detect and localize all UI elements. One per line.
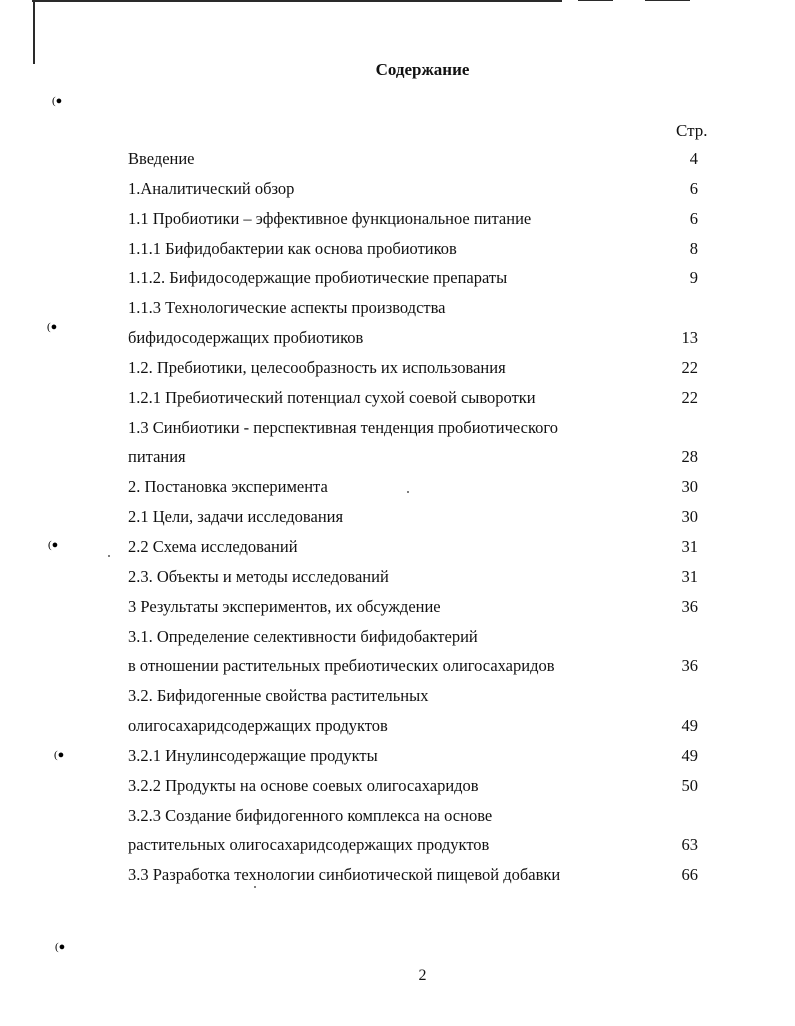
binding-hole-mark: (● — [55, 941, 66, 953]
toc-entry-text: 3 Результаты экспериментов, их обсуждение — [128, 596, 441, 616]
table-of-contents — [128, 144, 698, 890]
toc-entry-page: 9 — [689, 268, 698, 288]
toc-entry-page: 66 — [681, 865, 698, 885]
toc-entry-page: 30 — [681, 507, 698, 527]
toc-entry — [128, 204, 698, 234]
toc-entry-text: 3.3 Разработка технологии синбиотической пищевой добавки — [128, 865, 561, 885]
toc-entry-text: 1.1.2. Бифидосодержащие пробиотические препараты — [128, 268, 508, 288]
toc-entry — [128, 562, 698, 592]
toc-entry-page: 13 — [681, 328, 698, 348]
toc-entry-page: 8 — [689, 238, 698, 258]
toc-entry — [128, 293, 698, 323]
toc-entry-text: растительных олигосахаридсодержащих продуктов — [128, 835, 490, 855]
toc-entry-text: 3.2. Бифидогенные свойства растительных — [128, 686, 429, 706]
toc-entry — [128, 801, 698, 831]
toc-entry — [128, 681, 698, 711]
toc-entry-page: 49 — [681, 716, 698, 736]
toc-entry-page: 22 — [681, 357, 698, 377]
toc-entry — [128, 144, 698, 174]
toc-entry-text: 1.3 Синбиотики - перспективная тенденция пробиотического — [128, 417, 558, 437]
toc-entry — [128, 472, 698, 502]
binding-hole-mark: (● — [48, 539, 59, 551]
document-title: Содержание — [375, 60, 470, 79]
toc-entry — [128, 711, 698, 741]
toc-entry — [128, 383, 698, 413]
scan-edge-top — [32, 0, 562, 2]
toc-entry-text: 2. Постановка эксперимента — [128, 477, 328, 497]
toc-entry — [128, 622, 698, 652]
toc-entry-page: 6 — [689, 208, 698, 228]
toc-entry — [128, 860, 698, 890]
scan-edge-top-far-right — [645, 0, 690, 1]
toc-entry — [128, 353, 698, 383]
toc-entry-page: 4 — [689, 149, 698, 168]
toc-entry — [128, 830, 698, 860]
page-number: 2 — [418, 967, 427, 984]
toc-entry-page: 36 — [681, 656, 698, 676]
toc-entry-page: 36 — [681, 596, 698, 616]
toc-entry — [128, 442, 698, 472]
toc-entry — [128, 741, 698, 771]
toc-entry-page: 30 — [681, 477, 698, 497]
toc-entry — [128, 592, 698, 622]
toc-entry-text: 3.2.3 Создание бифидогенного комплекса на основе — [128, 805, 493, 825]
toc-entry-text: 2.2 Схема исследований — [128, 536, 298, 556]
toc-entry — [128, 174, 698, 204]
scan-edge-left — [33, 2, 35, 64]
toc-entry-page: 31 — [681, 536, 698, 556]
binding-hole-mark: (● — [54, 749, 65, 761]
toc-entry-page: 49 — [681, 745, 698, 765]
toc-entry — [128, 651, 698, 681]
page-column-label: Стр. — [676, 121, 708, 140]
binding-hole-mark: (● — [52, 95, 63, 107]
toc-entry — [128, 502, 698, 532]
toc-entry-text: бифидосодержащих пробиотиков — [128, 328, 364, 348]
toc-entry — [128, 323, 698, 353]
toc-entry-text: в отношении растительных пребиотических олигосахаридов — [128, 656, 555, 676]
toc-entry-page: 50 — [681, 775, 698, 795]
toc-entry-page: 28 — [681, 447, 698, 467]
toc-entry-text: 1.2. Пребиотики, целесообразность их использования — [128, 357, 506, 377]
toc-entry — [128, 234, 698, 264]
toc-entry-text: Введение — [128, 149, 195, 168]
toc-entry-page: 6 — [689, 178, 698, 198]
scan-speck — [108, 555, 110, 557]
toc-entry-text: 1.1.1 Бифидобактерии как основа пробиотиков — [128, 238, 457, 258]
toc-entry-page: 63 — [681, 835, 698, 855]
toc-entry-page: 31 — [681, 566, 698, 586]
toc-entry-text: питания — [128, 447, 186, 467]
toc-entry-text: 3.1. Определение селективности бифидобактерий — [128, 626, 478, 646]
scan-edge-top-right — [578, 0, 613, 1]
toc-entry-text: 1.1 Пробиотики – эффективное функциональное питание — [128, 208, 532, 228]
binding-hole-mark: (● — [47, 321, 58, 333]
toc-entry-text: 2.1 Цели, задачи исследования — [128, 507, 344, 527]
toc-entry — [128, 413, 698, 443]
toc-entry-text: 3.2.2 Продукты на основе соевых олигосахаридов — [128, 775, 479, 795]
toc-entry — [128, 532, 698, 562]
toc-entry-text: 1.Аналитический обзор — [128, 178, 295, 198]
toc-entry-text: 1.2.1 Пребиотический потенциал сухой соевой сыворотки — [128, 387, 536, 407]
toc-entry-page: 22 — [681, 387, 698, 407]
toc-entry-text: 1.1.3 Технологические аспекты производства — [128, 298, 446, 318]
toc-entry-text: 3.2.1 Инулинсодержащие продукты — [128, 745, 378, 765]
toc-entry-text: олигосахаридсодержащих продуктов — [128, 716, 388, 736]
toc-entry-text: 2.3. Объекты и методы исследований — [128, 566, 389, 586]
toc-entry — [128, 771, 698, 801]
toc-entry — [128, 263, 698, 293]
